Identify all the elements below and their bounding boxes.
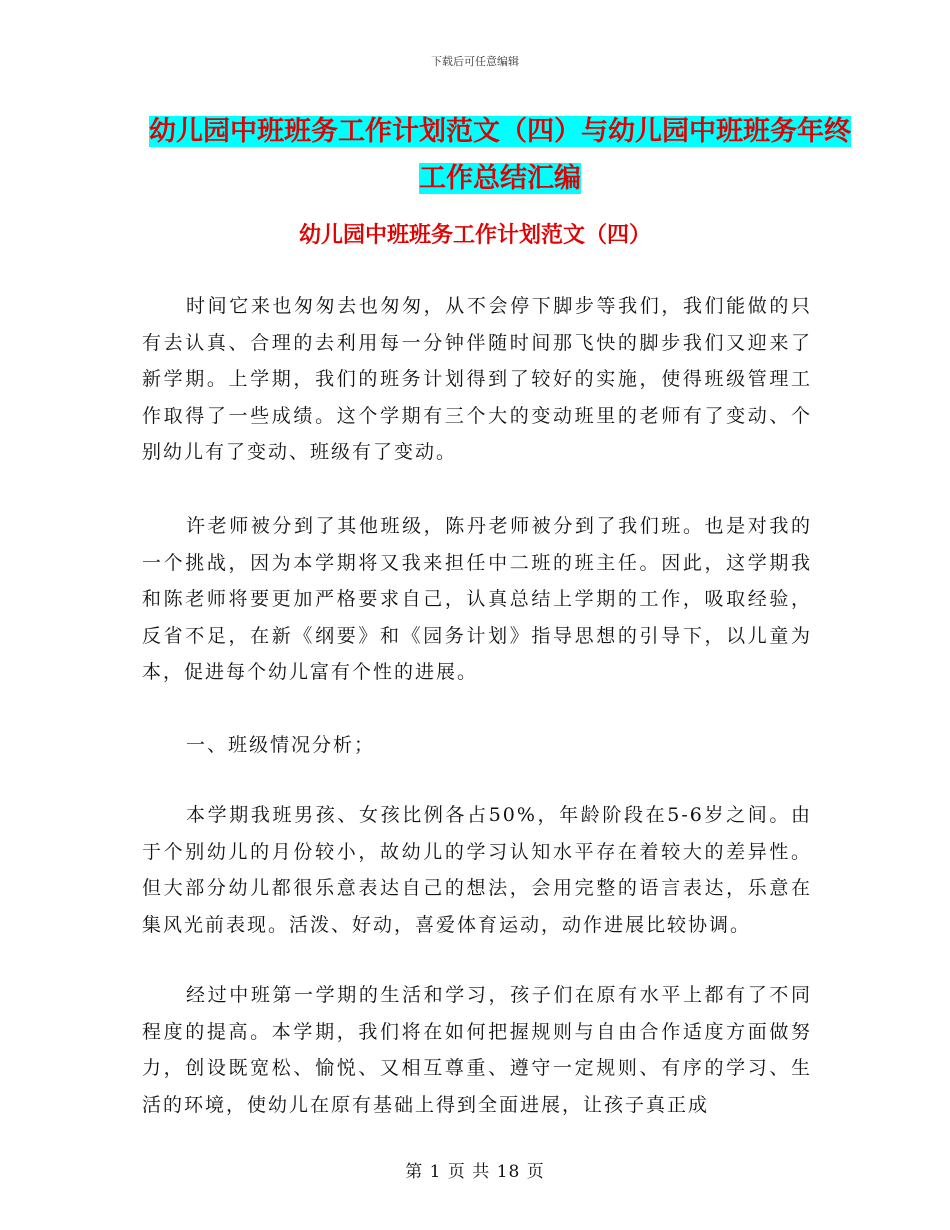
paragraph-5: 经过中班第一学期的生活和学习，孩子们在原有水平上都有了不同程度的提高。本学期，我们将在如何把握规则与自由合作适度方面做努力，创设既宽松、愉悦、又相互尊重、遵守一定规则、有序的学习、生活的环境，使幼儿在原有基础上得到全面进展，让孩子真正成 (142, 984, 812, 1116)
section-title: 幼儿园中班班务工作计划范文（四） (298, 223, 651, 248)
paragraph-2: 许老师被分到了其他班级，陈丹老师被分到了我们班。也是对我的一个挑战，因为本学期将又我来担任中二班的班主任。因此，这学期我和陈老师将要更加严格要求自己，认真总结上学期的工作，吸取经验，反省不足，在新《纲要》和《园务计划》指导思想的引导下，以儿童为本，促进每个幼儿富有个性的进展。 (142, 515, 812, 683)
paragraph-3: 一、班级情况分析； (186, 734, 376, 756)
page-footer: 第 1 页 共 18 页 (405, 1162, 545, 1182)
header-note: 下载后可任意编辑 (431, 55, 519, 68)
paragraph-4: 本学期我班男孩、女孩比例各占50%，年龄阶段在5-6岁之间。由于个别幼儿的月份较小，故幼儿的学习认知水平存在着较大的差异性。但大部分幼儿都很乐意表达自己的想法，会用完整的语言表达，乐意在集风光前表现。活泼、好动，喜爱体育运动，动作进展比较协调。 (142, 804, 812, 936)
paragraph-1: 时间它来也匆匆去也匆匆，从不会停下脚步等我们，我们能做的只有去认真、合理的去利用每一分钟伴随时间那飞快的脚步我们又迎来了新学期。上学期，我们的班务计划得到了较好的实施，使得班级管理工作取得了一些成绩。这个学期有三个大的变动班里的老师有了变动、个别幼儿有了变动、班级有了变动。 (142, 295, 812, 463)
document-title (140, 108, 860, 202)
document-title-text: 幼儿园中班班务工作计划范文（四）与幼儿园中班班务年终工作总结汇编 (149, 116, 851, 194)
